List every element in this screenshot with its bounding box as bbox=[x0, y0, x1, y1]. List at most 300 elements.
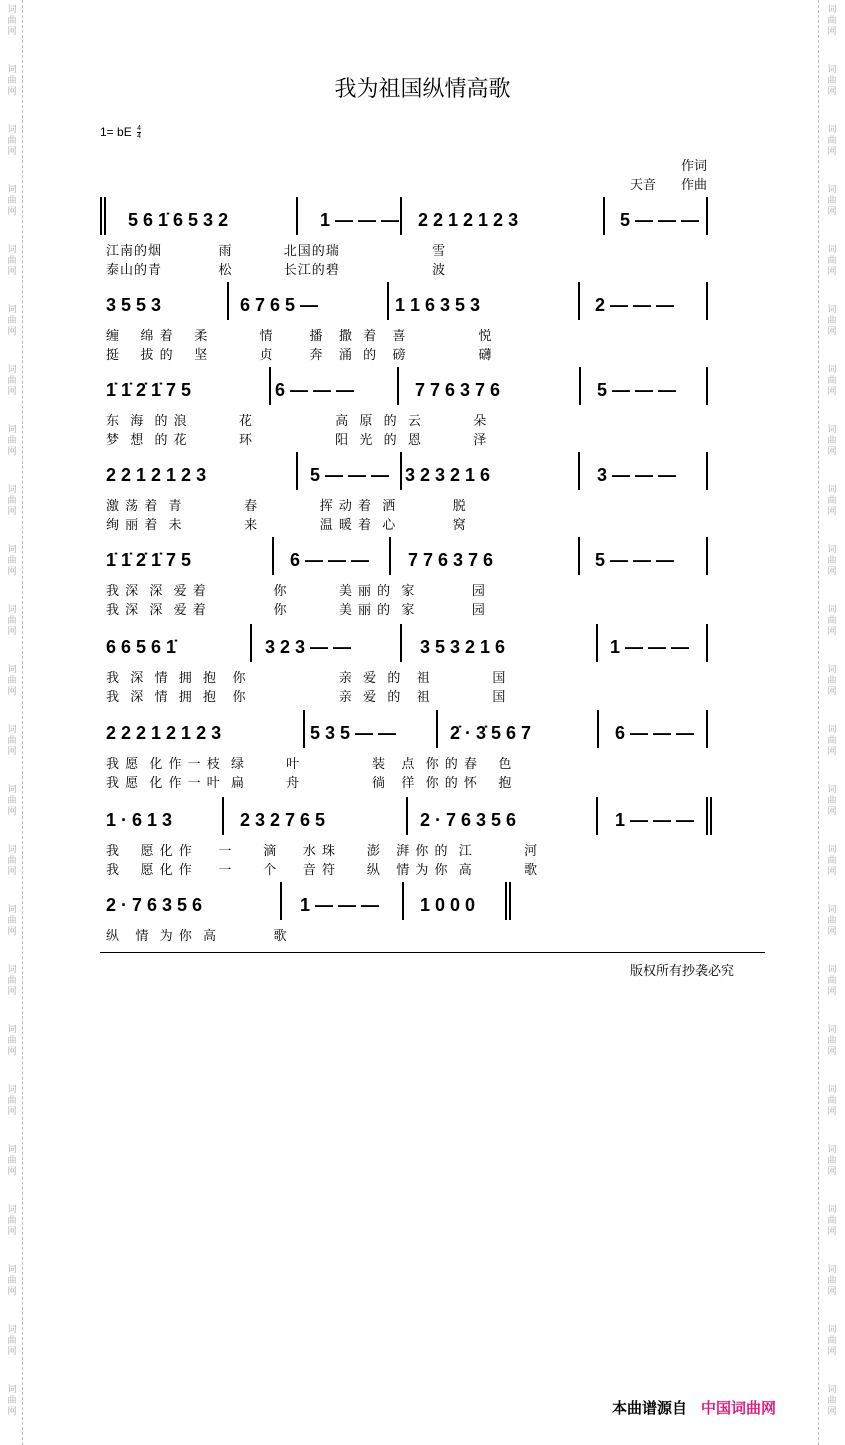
watermark-glyph: 词 bbox=[827, 365, 837, 375]
watermark-glyph: 曲 bbox=[7, 796, 17, 806]
watermark-glyph: 曲 bbox=[7, 316, 17, 326]
measure: 1̇ 1̇ 2̇ 1̇ 7 5 bbox=[106, 549, 192, 570]
watermark-glyph: 曲 bbox=[7, 916, 17, 926]
bar-line bbox=[406, 797, 408, 835]
measure: 2 2 2 1 2 1 2 3 bbox=[106, 722, 222, 743]
watermark-glyph-group bbox=[6, 1265, 18, 1298]
watermark-glyph-group bbox=[826, 965, 838, 998]
watermark-glyph: 网 bbox=[827, 1047, 837, 1057]
watermark-glyph-group bbox=[826, 5, 838, 38]
lyric-line: 梦 想 的 花 环 阳 光 的 恩 泽 bbox=[106, 433, 488, 448]
watermark-glyph: 曲 bbox=[7, 1156, 17, 1166]
watermark-glyph: 词 bbox=[827, 305, 837, 315]
bar-line bbox=[509, 882, 511, 920]
watermark-glyph: 曲 bbox=[7, 556, 17, 566]
watermark-glyph-group bbox=[826, 905, 838, 938]
watermark-glyph: 曲 bbox=[7, 1036, 17, 1046]
watermark-glyph: 网 bbox=[7, 987, 17, 997]
watermark-glyph-group bbox=[6, 245, 18, 278]
notes-row bbox=[100, 890, 710, 920]
watermark-glyph: 曲 bbox=[827, 556, 837, 566]
watermark-glyph-group bbox=[826, 1325, 838, 1358]
watermark-glyph: 网 bbox=[827, 1287, 837, 1297]
watermark-glyph: 曲 bbox=[7, 676, 17, 686]
watermark-glyph: 曲 bbox=[7, 976, 17, 986]
watermark-glyph: 曲 bbox=[7, 376, 17, 386]
watermark-glyph: 网 bbox=[827, 1347, 837, 1357]
watermark-glyph-group bbox=[6, 965, 18, 998]
key-signature bbox=[100, 125, 141, 140]
watermark-glyph-group bbox=[826, 1025, 838, 1058]
watermark-glyph: 词 bbox=[7, 485, 17, 495]
watermark-glyph: 网 bbox=[7, 507, 17, 517]
bar-line bbox=[706, 197, 708, 235]
bar-line bbox=[579, 367, 581, 405]
watermark-glyph: 词 bbox=[827, 1145, 837, 1155]
watermark-glyph: 曲 bbox=[7, 76, 17, 86]
bar-line bbox=[222, 797, 224, 835]
watermark-glyph: 曲 bbox=[827, 76, 837, 86]
composer-name: 天音 bbox=[630, 178, 657, 193]
lyricist-label: 作词 bbox=[681, 159, 708, 174]
watermark-glyph-group bbox=[6, 1085, 18, 1118]
watermark-glyph: 网 bbox=[827, 747, 837, 757]
lyric-line: 东 海 的 浪 花 高 原 的 云 朵 bbox=[106, 414, 488, 429]
watermark-glyph-group bbox=[6, 1025, 18, 1058]
measure: 2 2 1 2 1 2 3 bbox=[418, 209, 519, 230]
watermark-glyph-group bbox=[6, 725, 18, 758]
watermark-glyph: 曲 bbox=[827, 16, 837, 26]
watermark-glyph-group bbox=[826, 1265, 838, 1298]
watermark-glyph-group bbox=[6, 1325, 18, 1358]
notes-row bbox=[100, 290, 710, 320]
source-site: 中国词曲网 bbox=[701, 1399, 777, 1417]
bar-line bbox=[597, 710, 599, 748]
bar-line bbox=[436, 710, 438, 748]
left-dashed-border bbox=[22, 0, 23, 1445]
watermark-glyph-group bbox=[6, 5, 18, 38]
watermark-glyph: 网 bbox=[827, 867, 837, 877]
measure: 2̇ · 3̇ 5 6 7 bbox=[450, 722, 532, 743]
measure: 5 — — — bbox=[597, 379, 677, 400]
notes-row bbox=[100, 460, 710, 490]
watermark-glyph: 词 bbox=[7, 125, 17, 135]
time-signature bbox=[137, 125, 141, 140]
bar-line bbox=[272, 537, 274, 575]
watermark-glyph: 词 bbox=[827, 725, 837, 735]
watermark-glyph: 网 bbox=[827, 567, 837, 577]
measure: 1 — — — bbox=[610, 636, 690, 657]
lyric-line: 我 深 深 爱 着 你 美 丽 的 家 园 bbox=[106, 603, 486, 618]
watermark-glyph: 网 bbox=[7, 27, 17, 37]
bar-line bbox=[104, 197, 106, 235]
right-dashed-border bbox=[818, 0, 819, 1445]
watermark-glyph: 曲 bbox=[7, 1396, 17, 1406]
bar-line bbox=[296, 197, 298, 235]
bar-line bbox=[397, 367, 399, 405]
lyric-line: 泰山的青 松 长江的碧 波 bbox=[106, 263, 447, 278]
watermark-glyph: 网 bbox=[827, 147, 837, 157]
watermark-glyph: 网 bbox=[827, 387, 837, 397]
bar-line bbox=[706, 797, 708, 835]
watermark-glyph-group bbox=[826, 425, 838, 458]
measure: 2 3 2 7 6 5 bbox=[240, 809, 326, 830]
watermark-glyph: 词 bbox=[7, 905, 17, 915]
watermark-glyph: 网 bbox=[827, 807, 837, 817]
measure: 1 — — — bbox=[300, 894, 380, 915]
measure: 6 — — — bbox=[615, 722, 695, 743]
lyric-line: 我 深 深 爱 着 你 美 丽 的 家 园 bbox=[106, 584, 486, 599]
bar-line bbox=[706, 452, 708, 490]
watermark-glyph: 曲 bbox=[7, 1336, 17, 1346]
measure: 6 6 5 6 1̇ bbox=[106, 636, 177, 657]
watermark-glyph-group bbox=[6, 905, 18, 938]
watermark-glyph: 曲 bbox=[827, 796, 837, 806]
watermark-glyph-group bbox=[6, 785, 18, 818]
watermark-glyph: 词 bbox=[7, 725, 17, 735]
measure: 6 — — — bbox=[290, 549, 370, 570]
watermark-glyph: 网 bbox=[7, 387, 17, 397]
watermark-glyph: 词 bbox=[827, 125, 837, 135]
measure: 2 · 7 6 3 5 6 bbox=[106, 894, 203, 915]
measure: 1 1 6 3 5 3 bbox=[395, 294, 481, 315]
watermark-glyph: 网 bbox=[7, 1047, 17, 1057]
watermark-glyph: 曲 bbox=[827, 736, 837, 746]
watermark-glyph: 词 bbox=[827, 965, 837, 975]
watermark-glyph: 词 bbox=[7, 425, 17, 435]
watermark-glyph: 曲 bbox=[7, 616, 17, 626]
measure: 5 — — — bbox=[620, 209, 700, 230]
bar-line bbox=[596, 797, 598, 835]
bar-line bbox=[578, 537, 580, 575]
bar-line bbox=[710, 797, 712, 835]
watermark-glyph: 网 bbox=[7, 327, 17, 337]
watermark-glyph: 网 bbox=[7, 927, 17, 937]
notes-row bbox=[100, 805, 710, 835]
watermark-glyph: 词 bbox=[7, 665, 17, 675]
bar-line bbox=[100, 197, 102, 235]
watermark-glyph-group bbox=[6, 125, 18, 158]
watermark-glyph: 词 bbox=[7, 65, 17, 75]
watermark-glyph-group bbox=[826, 605, 838, 638]
footer-rule bbox=[100, 952, 765, 953]
watermark-glyph-group bbox=[826, 485, 838, 518]
watermark-glyph: 网 bbox=[827, 507, 837, 517]
watermark-glyph: 词 bbox=[7, 1265, 17, 1275]
measure: 2 — — — bbox=[595, 294, 675, 315]
watermark-glyph: 曲 bbox=[827, 1156, 837, 1166]
watermark-glyph-group bbox=[826, 1205, 838, 1238]
bar-line bbox=[250, 624, 252, 662]
time-bottom: 4 bbox=[137, 133, 141, 141]
watermark-glyph: 曲 bbox=[827, 616, 837, 626]
watermark-glyph: 词 bbox=[7, 785, 17, 795]
watermark-glyph: 曲 bbox=[7, 196, 17, 206]
watermark-glyph: 网 bbox=[7, 867, 17, 877]
bar-line bbox=[706, 710, 708, 748]
bar-line bbox=[603, 197, 605, 235]
notes-row bbox=[100, 545, 710, 575]
watermark-glyph: 词 bbox=[827, 845, 837, 855]
watermark-glyph: 词 bbox=[827, 1385, 837, 1395]
watermark-glyph: 网 bbox=[7, 267, 17, 277]
bar-line bbox=[296, 452, 298, 490]
lyric-line: 激 荡 着 青 春 挥 动 着 洒 脱 bbox=[106, 499, 467, 514]
notes-row bbox=[100, 205, 710, 235]
watermark-glyph: 曲 bbox=[827, 856, 837, 866]
watermark-glyph: 曲 bbox=[7, 856, 17, 866]
measure: 3 2 3 — — bbox=[265, 636, 352, 657]
watermark-glyph: 词 bbox=[7, 1205, 17, 1215]
song-title: 我为祖国纵情高歌 bbox=[334, 77, 511, 102]
watermark-glyph: 词 bbox=[827, 1025, 837, 1035]
watermark-glyph: 网 bbox=[7, 1167, 17, 1177]
watermark-glyph-group bbox=[6, 545, 18, 578]
watermark-glyph-group bbox=[826, 845, 838, 878]
watermark-glyph: 曲 bbox=[827, 916, 837, 926]
measure: 3 — — — bbox=[597, 464, 677, 485]
watermark-glyph: 曲 bbox=[7, 256, 17, 266]
measure: 5 — — — bbox=[595, 549, 675, 570]
watermark-glyph: 词 bbox=[827, 1325, 837, 1335]
watermark-glyph-group bbox=[6, 1385, 18, 1418]
watermark-glyph: 曲 bbox=[827, 316, 837, 326]
measure: 5 6 1̇ 6 5 3 2 bbox=[128, 209, 229, 230]
measure: 2 · 7 6 3 5 6 bbox=[420, 809, 517, 830]
watermark-glyph: 网 bbox=[7, 1227, 17, 1237]
watermark-glyph: 网 bbox=[827, 87, 837, 97]
bar-line bbox=[706, 282, 708, 320]
bar-line bbox=[706, 624, 708, 662]
watermark-glyph: 网 bbox=[827, 27, 837, 37]
watermark-glyph: 词 bbox=[827, 5, 837, 15]
watermark-glyph: 词 bbox=[7, 5, 17, 15]
watermark-glyph-group bbox=[6, 1205, 18, 1238]
watermark-glyph: 词 bbox=[827, 605, 837, 615]
notes-row bbox=[100, 375, 710, 405]
watermark-glyph: 网 bbox=[7, 807, 17, 817]
watermark-glyph-group bbox=[6, 425, 18, 458]
watermark-glyph: 曲 bbox=[827, 136, 837, 146]
watermark-glyph: 词 bbox=[7, 365, 17, 375]
key-tone: bE bbox=[117, 125, 132, 139]
watermark-glyph-group bbox=[6, 485, 18, 518]
watermark-glyph: 曲 bbox=[7, 736, 17, 746]
watermark-glyph: 网 bbox=[827, 687, 837, 697]
watermark-glyph: 曲 bbox=[7, 1216, 17, 1226]
bar-line bbox=[402, 882, 404, 920]
watermark-glyph: 曲 bbox=[827, 256, 837, 266]
measure: 7 7 6 3 7 6 bbox=[415, 379, 501, 400]
watermark-glyph: 词 bbox=[827, 905, 837, 915]
watermark-glyph: 词 bbox=[7, 1025, 17, 1035]
key-prefix: 1= bbox=[100, 125, 114, 139]
watermark-glyph: 词 bbox=[827, 785, 837, 795]
watermark-glyph-group bbox=[826, 725, 838, 758]
watermark-glyph: 网 bbox=[827, 267, 837, 277]
watermark-glyph-group bbox=[826, 1085, 838, 1118]
watermark-glyph: 曲 bbox=[827, 436, 837, 446]
watermark-glyph: 网 bbox=[7, 147, 17, 157]
watermark-glyph-group bbox=[6, 185, 18, 218]
watermark-glyph-group bbox=[826, 1145, 838, 1178]
source-credit bbox=[612, 1397, 776, 1418]
measure: 3 2 3 2 1 6 bbox=[405, 464, 491, 485]
watermark-glyph: 网 bbox=[827, 207, 837, 217]
lyric-line: 我 愿 化 作 一 个 音 符 纵 情 为 你 高 歌 bbox=[106, 863, 539, 878]
watermark-glyph: 词 bbox=[827, 425, 837, 435]
watermark-glyph: 曲 bbox=[827, 1276, 837, 1286]
watermark-glyph-group bbox=[826, 185, 838, 218]
copyright-notice: 版权所有抄袭必究 bbox=[630, 964, 735, 979]
measure: 3 5 5 3 bbox=[106, 294, 162, 315]
measure: 5 3 5 — — bbox=[310, 722, 397, 743]
watermark-glyph-group bbox=[6, 1145, 18, 1178]
watermark-glyph: 词 bbox=[7, 185, 17, 195]
watermark-glyph: 网 bbox=[7, 1287, 17, 1297]
bar-line bbox=[303, 710, 305, 748]
watermark-glyph: 曲 bbox=[827, 676, 837, 686]
watermark-glyph: 词 bbox=[7, 965, 17, 975]
bar-line bbox=[400, 452, 402, 490]
watermark-glyph: 词 bbox=[827, 1205, 837, 1215]
watermark-glyph: 曲 bbox=[827, 1036, 837, 1046]
measure: 2 2 1 2 1 2 3 bbox=[106, 464, 207, 485]
bar-line bbox=[389, 537, 391, 575]
bar-line bbox=[596, 624, 598, 662]
bar-line bbox=[400, 197, 402, 235]
source-label: 本曲谱源自 bbox=[612, 1399, 688, 1417]
watermark-glyph: 词 bbox=[827, 1265, 837, 1275]
lyric-line: 我 愿 化 作 一 枝 绿 叶 装 点 你 的 春 色 bbox=[106, 757, 513, 772]
lyric-line: 我 深 情 拥 抱 你 亲 爱 的 祖 国 bbox=[106, 690, 507, 705]
watermark-glyph: 词 bbox=[7, 1325, 17, 1335]
watermark-glyph-group bbox=[826, 125, 838, 158]
watermark-glyph: 词 bbox=[7, 1145, 17, 1155]
measure: 6 7 6 5 — bbox=[240, 294, 319, 315]
watermark-glyph: 网 bbox=[7, 1347, 17, 1357]
watermark-glyph: 网 bbox=[7, 627, 17, 637]
watermark-glyph: 网 bbox=[7, 1407, 17, 1417]
watermark-glyph: 网 bbox=[7, 87, 17, 97]
watermark-glyph-group bbox=[826, 1385, 838, 1418]
measure: 6 — — — bbox=[275, 379, 355, 400]
watermark-glyph: 词 bbox=[827, 185, 837, 195]
bar-line bbox=[578, 452, 580, 490]
watermark-glyph: 词 bbox=[827, 1085, 837, 1095]
lyric-line: 我 深 情 拥 抱 你 亲 爱 的 祖 国 bbox=[106, 671, 507, 686]
watermark-glyph: 网 bbox=[7, 207, 17, 217]
measure: 1 — — — bbox=[320, 209, 400, 230]
watermark-glyph: 网 bbox=[827, 927, 837, 937]
watermark-glyph-group bbox=[6, 665, 18, 698]
watermark-glyph: 曲 bbox=[827, 376, 837, 386]
watermark-glyph: 网 bbox=[827, 1227, 837, 1237]
watermark-glyph: 曲 bbox=[827, 976, 837, 986]
lyric-line: 缠 绵 着 柔 情 播 撒 着 喜 悦 bbox=[106, 329, 493, 344]
watermark-glyph-group bbox=[6, 305, 18, 338]
watermark-glyph-group bbox=[826, 545, 838, 578]
watermark-glyph: 曲 bbox=[7, 1276, 17, 1286]
bar-line bbox=[578, 282, 580, 320]
watermark-glyph: 曲 bbox=[827, 1096, 837, 1106]
lyric-line: 江南的烟 雨 北国的瑞 雪 bbox=[106, 244, 447, 259]
watermark-glyph: 曲 bbox=[827, 496, 837, 506]
watermark-glyph-group bbox=[826, 785, 838, 818]
watermark-glyph: 词 bbox=[827, 545, 837, 555]
time-top: 4 bbox=[137, 125, 141, 133]
watermark-glyph: 网 bbox=[7, 567, 17, 577]
watermark-glyph: 网 bbox=[7, 687, 17, 697]
measure: 1̇ 1̇ 2̇ 1̇ 7 5 bbox=[106, 379, 192, 400]
bar-line bbox=[269, 367, 271, 405]
measure: 1 0 0 0 bbox=[420, 894, 476, 915]
measure: 5 — — — bbox=[310, 464, 390, 485]
watermark-glyph: 词 bbox=[7, 1085, 17, 1095]
bar-line bbox=[706, 537, 708, 575]
watermark-glyph-group bbox=[826, 245, 838, 278]
bar-line bbox=[387, 282, 389, 320]
watermark-glyph: 网 bbox=[827, 447, 837, 457]
watermark-glyph: 网 bbox=[827, 987, 837, 997]
watermark-glyph: 词 bbox=[827, 245, 837, 255]
watermark-glyph: 网 bbox=[827, 1407, 837, 1417]
measure: 3 5 3 2 1 6 bbox=[420, 636, 506, 657]
watermark-glyph: 网 bbox=[7, 1107, 17, 1117]
watermark-glyph-group bbox=[826, 365, 838, 398]
watermark-glyph: 词 bbox=[7, 245, 17, 255]
bar-line bbox=[280, 882, 282, 920]
lyric-line: 我 愿 化 作 一 叶 扁 舟 徜 徉 你 的 怀 抱 bbox=[106, 776, 513, 791]
watermark-glyph: 曲 bbox=[7, 1096, 17, 1106]
watermark-glyph: 曲 bbox=[7, 436, 17, 446]
watermark-glyph-group bbox=[6, 845, 18, 878]
watermark-glyph: 曲 bbox=[827, 1396, 837, 1406]
watermark-glyph: 词 bbox=[7, 845, 17, 855]
watermark-glyph: 词 bbox=[7, 305, 17, 315]
watermark-glyph: 词 bbox=[827, 65, 837, 75]
measure: 1 · 6 1 3 bbox=[106, 809, 173, 830]
watermark-glyph: 曲 bbox=[7, 496, 17, 506]
bar-line bbox=[227, 282, 229, 320]
watermark-glyph: 曲 bbox=[827, 196, 837, 206]
notes-row bbox=[100, 632, 710, 662]
bar-line bbox=[400, 624, 402, 662]
watermark-glyph: 曲 bbox=[7, 16, 17, 26]
measure: 7 7 6 3 7 6 bbox=[408, 549, 494, 570]
bar-line bbox=[505, 882, 507, 920]
watermark-glyph: 词 bbox=[827, 665, 837, 675]
notes-row bbox=[100, 718, 710, 748]
watermark-glyph-group bbox=[6, 365, 18, 398]
bar-line bbox=[706, 367, 708, 405]
watermark-glyph: 词 bbox=[7, 1385, 17, 1395]
watermark-glyph: 网 bbox=[7, 447, 17, 457]
lyric-line: 我 愿 化 作 一 滴 水 珠 澎 湃 你 的 江 河 bbox=[106, 844, 539, 859]
watermark-glyph: 词 bbox=[7, 545, 17, 555]
lyric-line: 绚 丽 着 未 来 温 暖 着 心 窝 bbox=[106, 518, 467, 533]
watermark-glyph: 网 bbox=[827, 1167, 837, 1177]
watermark-glyph: 网 bbox=[7, 747, 17, 757]
watermark-glyph: 曲 bbox=[827, 1216, 837, 1226]
watermark-glyph: 曲 bbox=[827, 1336, 837, 1346]
watermark-glyph: 网 bbox=[827, 627, 837, 637]
watermark-glyph-group bbox=[6, 605, 18, 638]
watermark-glyph-group bbox=[826, 665, 838, 698]
watermark-glyph: 词 bbox=[827, 485, 837, 495]
watermark-glyph: 曲 bbox=[7, 136, 17, 146]
measure: 1 — — — bbox=[615, 809, 695, 830]
